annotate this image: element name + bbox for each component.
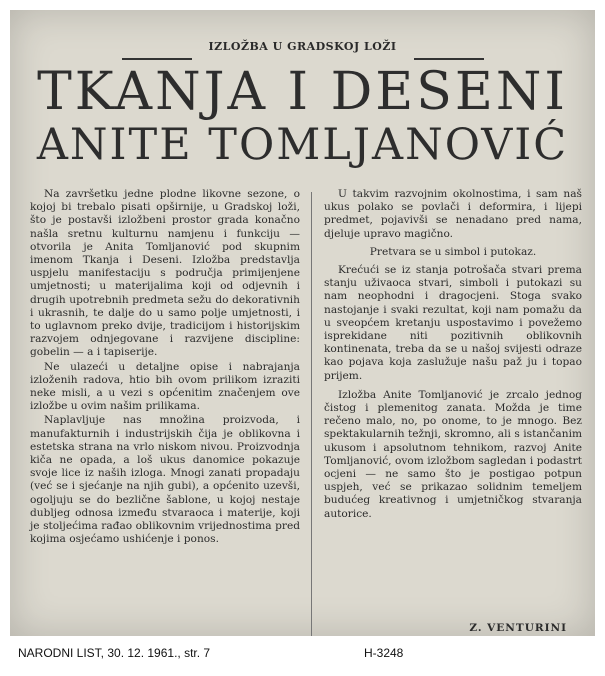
left-paragraph-2: Ne ulazeći u detaljne opise i nabrajanja izloženih radova, htio bih ovom prilikom izraziti neke misli, a u vezi s općenitim značenjem ove izložbe u ovim našim prilikama. — [30, 360, 300, 413]
right-paragraph-2: Krećući se iz stanja potrošača stvari prema stanju uživaoca stvari, simboli i putokazi su nam neophodni i dragocjeni. Stoga svako nastojanje i svaki rezultat, koji nam pomažu da u sveopćem kretanju uspostavimo i povežemo isprekidane niti pozitivnih oblikovnih kontinenata, treba da se u našoj svijesti odraze kao pojava koja zaslužuje našu paž ju i topao prijem. — [324, 264, 582, 382]
source-caption: NARODNI LIST, 30. 12. 1961., str. 7 — [18, 646, 211, 660]
right-subhead: Pretvara se u simbol i putokaz. — [369, 245, 537, 258]
newspaper-clipping — [10, 10, 595, 636]
column-divider — [311, 192, 312, 636]
kicker-rule-right — [414, 58, 484, 60]
left-paragraph-1: Na završetku jedne plodne likovne sezone, o kojoj bi trebalo pisati opširnije, u Gradskoj loži, što je postavši izložbeni prostor grada konačno našla sretnu kulturnu namjenu i funkciju — otvorila je Anita Tomljanović pod skupnim imenom Tkanja i Deseni. Izložba predstavlja uspjelu manifestaciju s područja primijenjene umjetnosti; u materijalima koji od odjevnih i drugih upotrebnih predmeta sežu do dekorativnih i ukrasnih, te dalje do u samo polje umjetnosti, i to uglavnom preko dvije, tradicijom i historijskim razvojem odnjegovane i razvijene discipline: gobelin — a i tapiserije. — [30, 188, 300, 359]
archive-code: H-3248 — [364, 646, 404, 660]
left-column — [30, 188, 300, 547]
right-paragraph-1: U takvim razvojnim okolnostima, i sam naš ukus polako se povlači i deformira, i lijepi predmet, pojavivši se nenadano pred nama, djeluje upravo magično. — [324, 188, 582, 240]
kicker-rule-left — [122, 58, 192, 60]
headline-line-1: TKANJA I DESENI — [37, 62, 568, 122]
headline-line-2: ANITE TOMLJANOVIĆ — [36, 120, 569, 170]
author-byline: Z. VENTURINI — [469, 622, 567, 634]
left-paragraph-3: Naplavljuje nas množina proizvoda, i manufakturnih i industrijskih čija je oblikovna i estetska strana na vrlo niskom nivou. Proizvodnja kiča ne opada, a loš ukus danomice pokazuje svoje lice iz naših izloga. Mnogi zanati propadaju (već se i sjećanje na njih gubi), a općenito uzevši, ogoljuju se do bezlične šablone, u kojoj nestaje dubljeg odnosa između stvaraoca i materije, koji je stoljećima rađao oblikovnim vrijednostima pred kojima osjećamo ushićenje i ponos. — [30, 414, 300, 546]
right-paragraph-3: Izložba Anite Tomljanović je zrcalo jednog čistog i plemenitog zanata. Možda je time rečeno malo, no, po onome, to je mnogo. Bez spektakularnih težnji, skromno, ali s istančanim ukusom i apsolutnom tehnikom, razvoj Anite Tomljanović, ovom izložbom sagledan i podastrt ocjeni — ne samo što je postigao potpun uspjeh, već se prikazao solidnim temeljem budućeg kreativnog i umjetničkog stvaranja autorice. — [324, 388, 582, 520]
right-column — [324, 188, 582, 522]
kicker: IZLOŽBA U GRADSKOJ LOŽI — [208, 40, 397, 53]
